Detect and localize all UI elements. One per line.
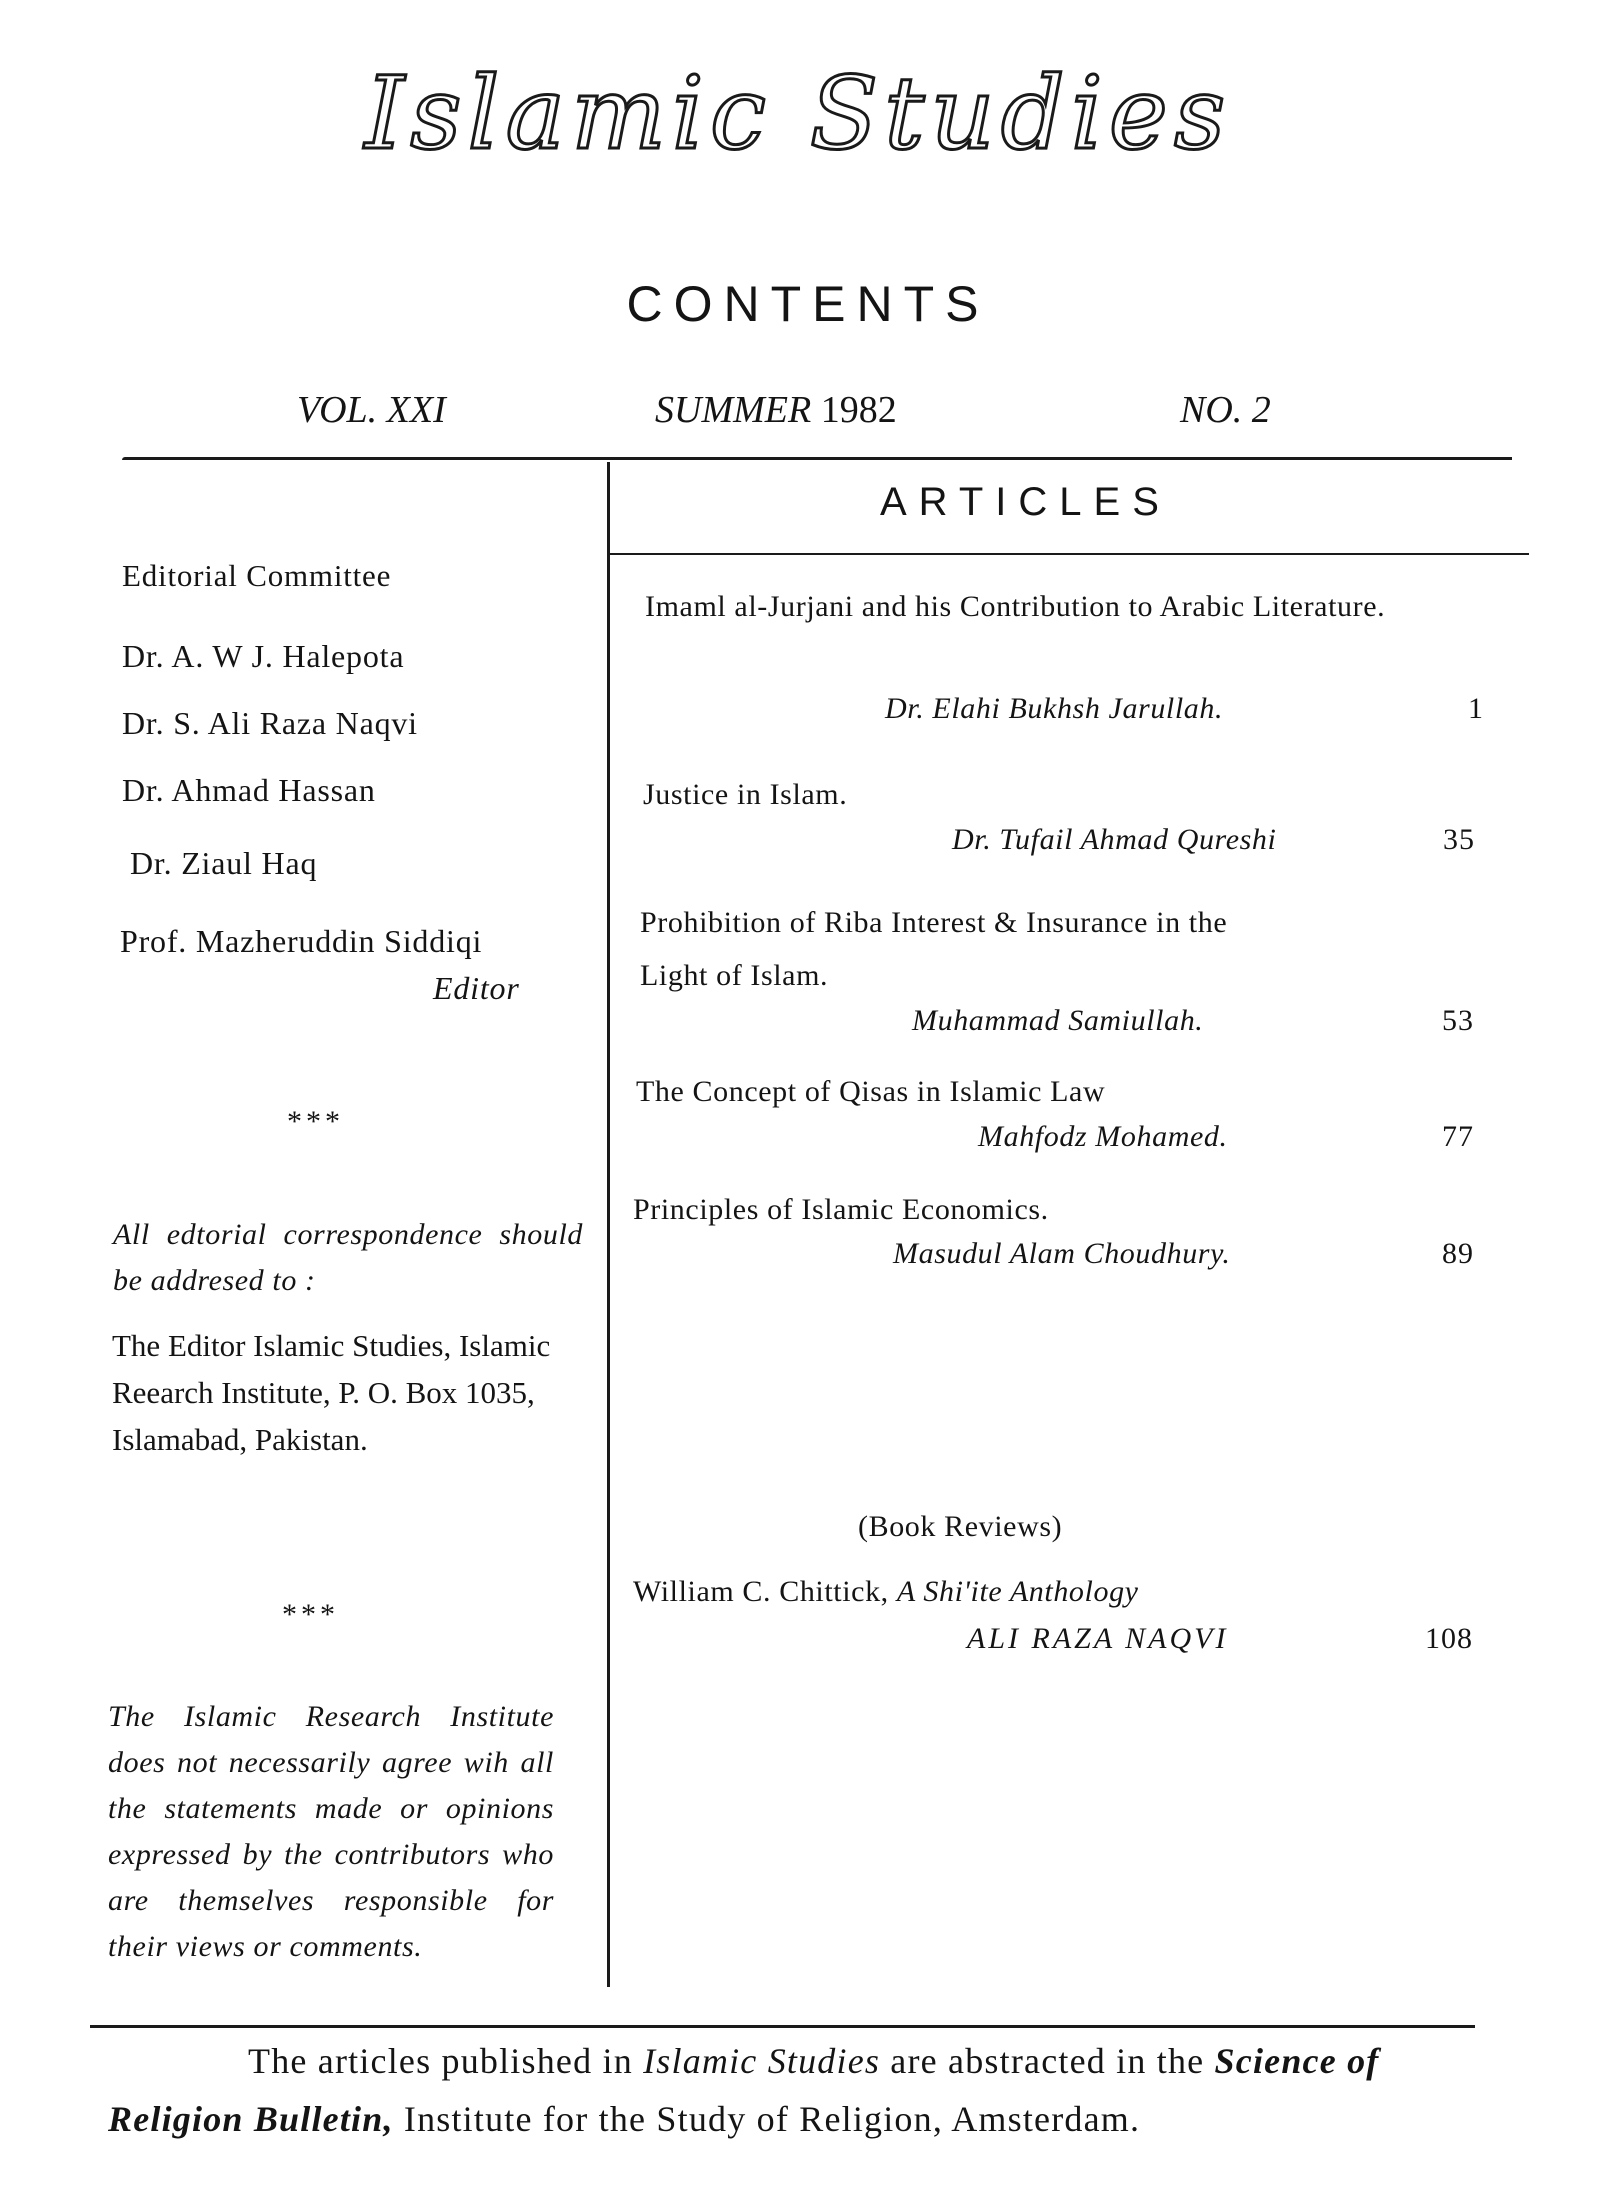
book-author: William C. Chittick, <box>633 1575 889 1608</box>
article-page: 35 <box>1443 823 1475 856</box>
article-author: Mahfodz Mohamed. <box>978 1120 1228 1153</box>
volume-label: VOL. XXI <box>297 389 446 431</box>
editor-role-label: Editor <box>433 970 520 1006</box>
notice-part: are abstracted in the <box>890 2041 1205 2081</box>
correspondence-note: All edtorial correspondence should be addresed to : <box>113 1218 583 1297</box>
article-page: 89 <box>1442 1237 1474 1270</box>
article-author: Dr. Elahi Bukhsh Jarullah. <box>885 692 1224 725</box>
column-divider <box>607 462 610 1987</box>
articles-rule <box>607 553 1529 555</box>
article-page: 53 <box>1442 1004 1474 1037</box>
bottom-rule <box>90 2025 1475 2028</box>
committee-member: Prof. Mazheruddin Siddiqi <box>120 923 483 959</box>
book-title: A Shi'ite Anthology <box>896 1575 1139 1608</box>
article-author: Dr. Tufail Ahmad Qureshi <box>952 823 1277 856</box>
article-title: Principles of Islamic Economics. <box>633 1193 1049 1226</box>
notice-part: Institute for the Study of Religion, Amsterdam. <box>403 2099 1141 2139</box>
separator-stars: *** <box>282 1598 339 1631</box>
article-title: Justice in Islam. <box>643 778 848 811</box>
book-reviews-heading: (Book Reviews) <box>858 1510 1063 1543</box>
committee-member: Dr. Ahmad Hassan <box>122 772 376 808</box>
issue-season-year <box>655 388 897 432</box>
disclaimer-text: The Islamic Research Institute does not necessarily agree wih all the statements made or opinions expressed by the contributors who are themselves responsible for their views or comments. <box>108 1700 554 1963</box>
article-title: The Concept of Qisas in Islamic Law <box>636 1075 1106 1108</box>
editorial-committee-heading: Editorial Committee <box>122 558 392 593</box>
article-page: 77 <box>1442 1120 1474 1153</box>
committee-member: Dr. S. Ali Raza Naqvi <box>122 705 418 741</box>
issue-number-label: NO. 2 <box>1180 389 1271 431</box>
separator-stars: *** <box>287 1105 344 1138</box>
articles-heading: ARTICLES <box>880 480 1171 524</box>
article-title: Imaml al-Jurjani and his Contribution to Arabic Literature. <box>645 590 1386 623</box>
contents-heading: CONTENTS <box>626 276 990 332</box>
article-title: Prohibition of Riba Interest & Insurance in the Light of Islam. <box>640 906 1228 992</box>
book-review-entry <box>633 1565 1139 1618</box>
review-author: ALI RAZA NAQVI <box>967 1622 1229 1655</box>
committee-member: Dr. Ziaul Haq <box>130 845 318 881</box>
notice-journal: Islamic Studies <box>643 2041 881 2081</box>
abstract-notice <box>108 2032 1508 2148</box>
top-rule <box>122 457 1512 460</box>
year-label: 1982 <box>820 389 897 431</box>
review-page: 108 <box>1425 1622 1473 1655</box>
editor-address: The Editor Islamic Studies, Islamic Reearch Institute, P. O. Box 1035, Islamabad, Pakistan. <box>112 1328 551 1457</box>
committee-member: Dr. A. W J. Halepota <box>122 638 405 674</box>
article-author: Masudul Alam Choudhury. <box>893 1237 1231 1270</box>
article-author: Muhammad Samiullah. <box>912 1004 1204 1037</box>
notice-part: The articles published in <box>248 2041 633 2081</box>
notice-bulletin: Science of Religion Bulletin, <box>108 2041 1380 2139</box>
journal-masthead: Islamic Studies <box>364 55 1232 172</box>
article-page: 1 <box>1468 692 1484 725</box>
season-label: SUMMER <box>655 389 812 431</box>
